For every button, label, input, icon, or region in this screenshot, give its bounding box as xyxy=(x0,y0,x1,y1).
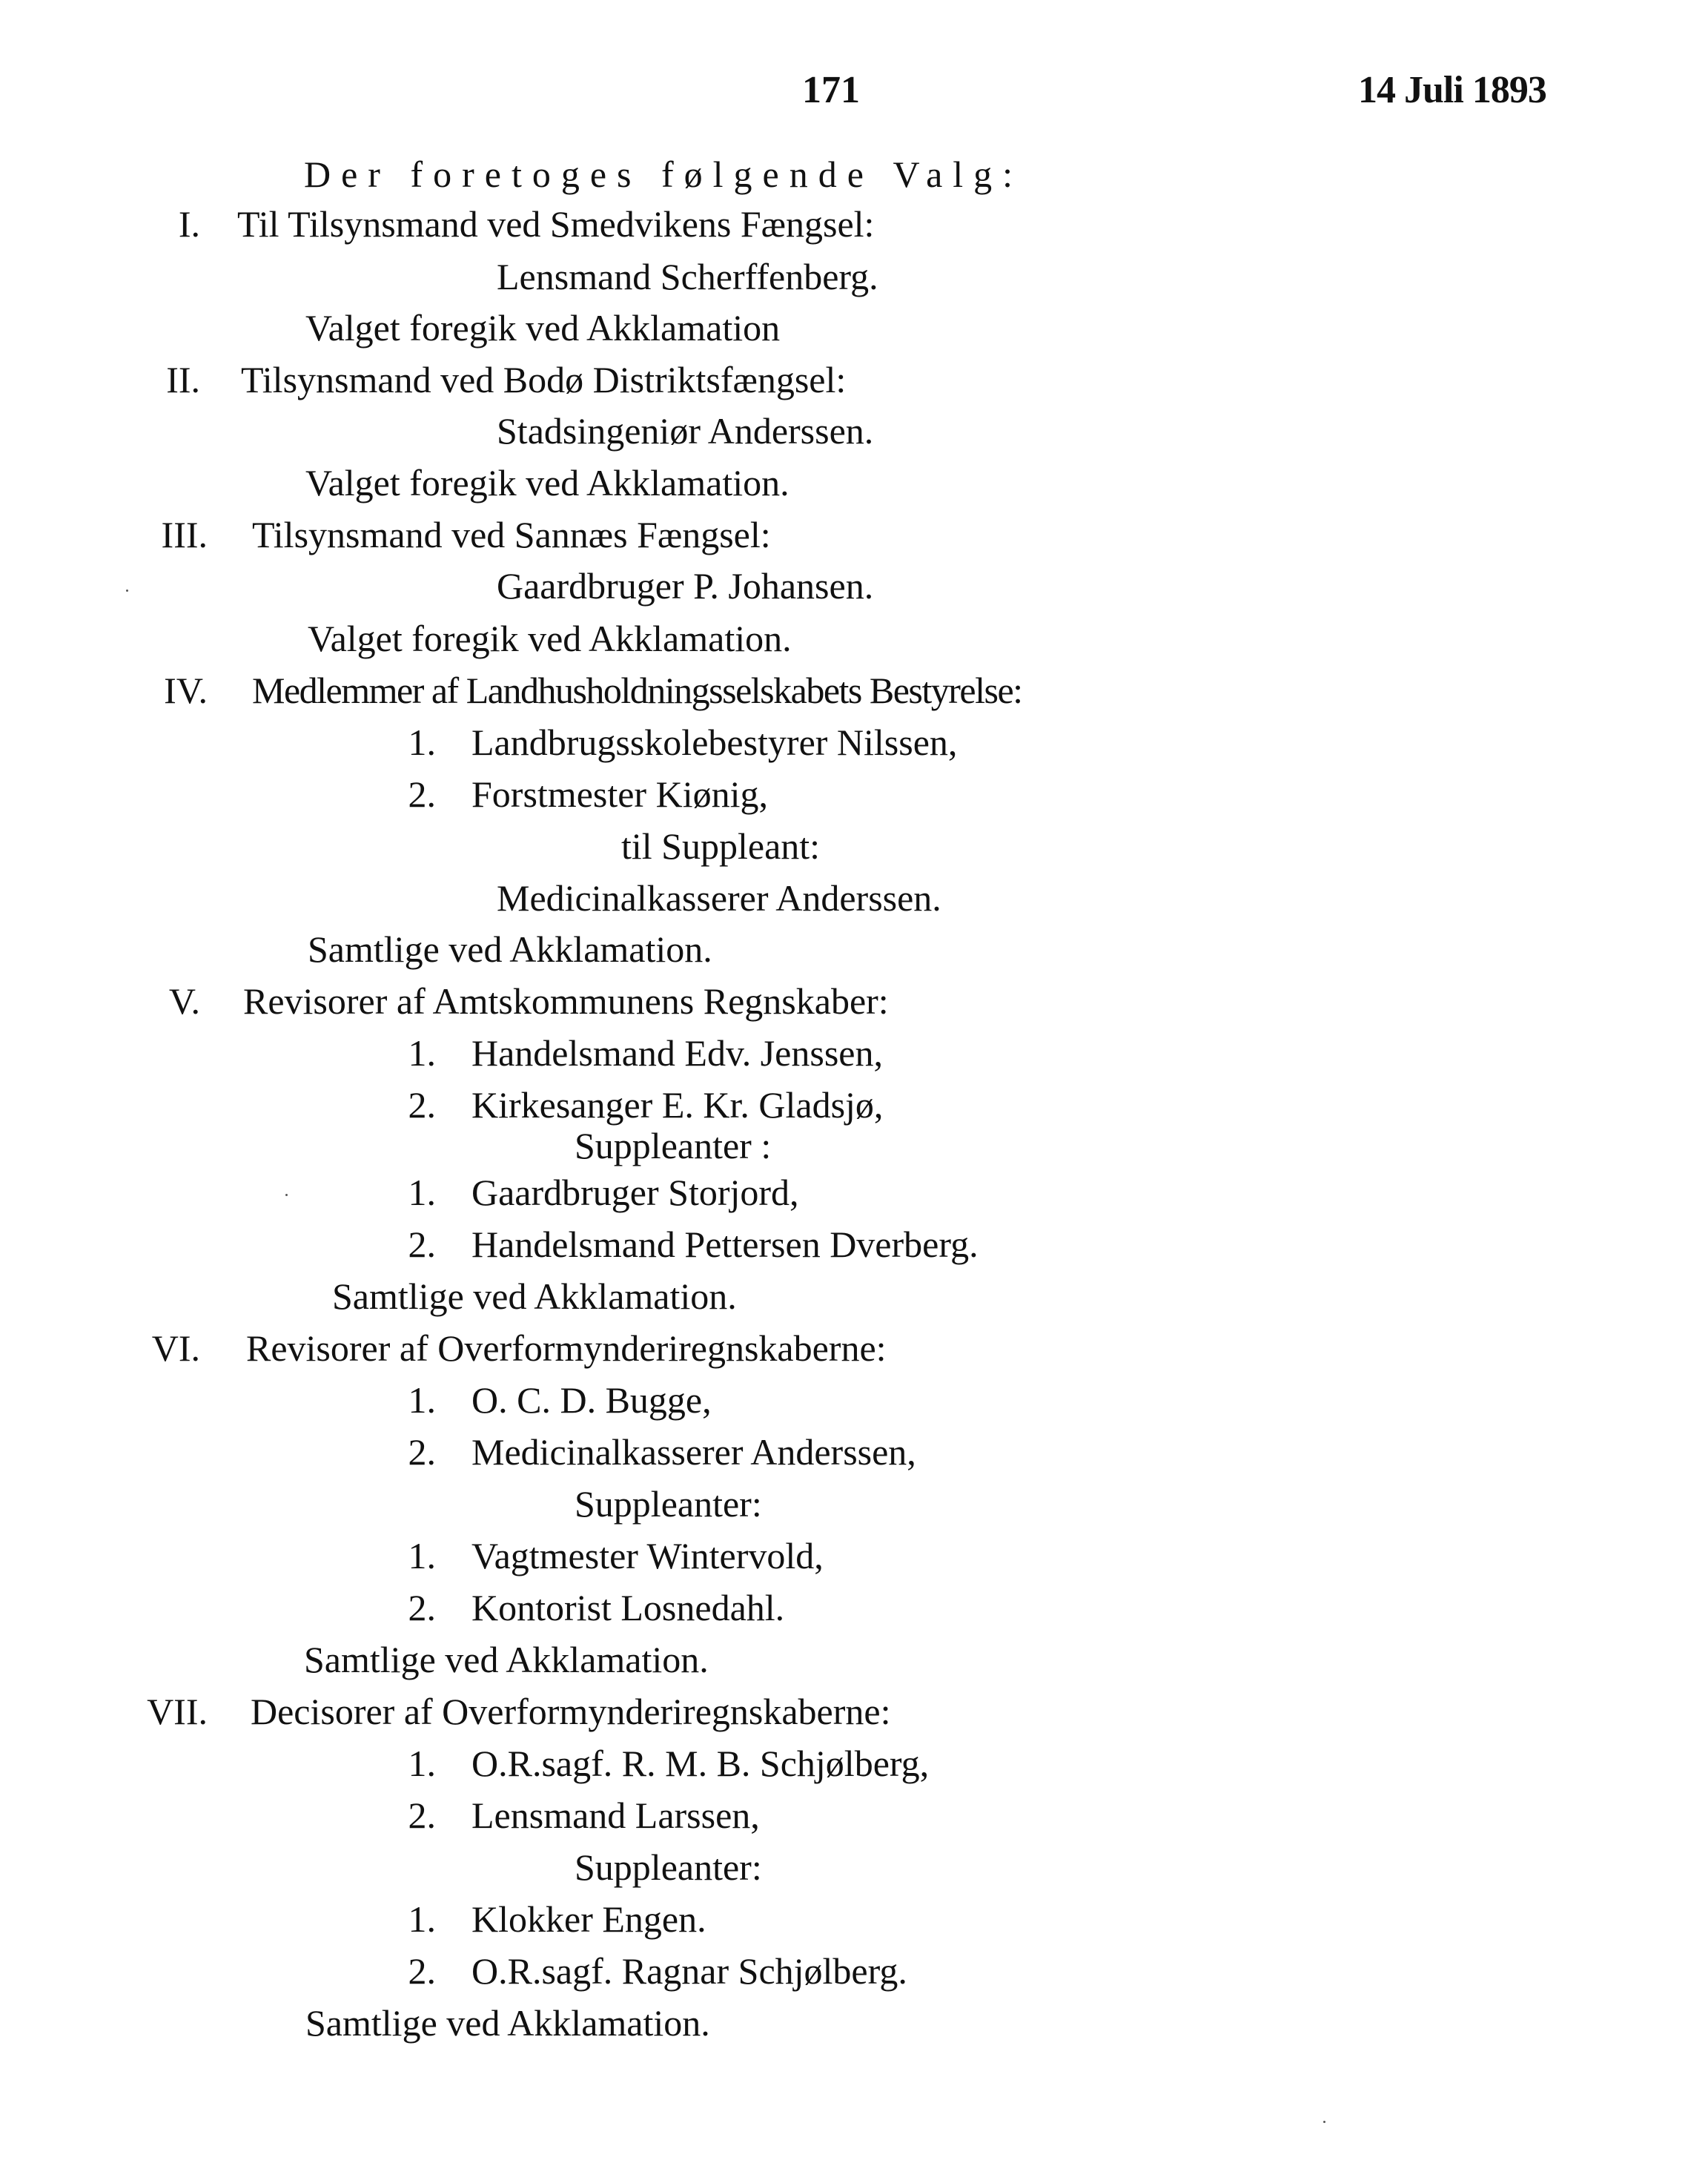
election-result: Valget foregik ved Akklamation. xyxy=(305,462,790,503)
elected-name: Lensmand Scherffenberg. xyxy=(497,256,878,297)
member-name: O.R.sagf. R. M. B. Schjølberg, xyxy=(471,1743,930,1784)
section-heading: Tilsynsmand ved Sannæs Fængsel: xyxy=(252,514,771,555)
member-name: Medicinalkasserer Anderssen, xyxy=(471,1431,916,1473)
substitute-name: Kontorist Losnedahl. xyxy=(471,1587,785,1628)
substitute-name: Gaardbruger Storjord, xyxy=(471,1172,799,1213)
member-name: Lensmand Larssen, xyxy=(471,1794,760,1836)
election-result: Valget foregik ved Akklamation xyxy=(305,307,781,349)
section-heading: Revisorer af Overformynderiregnskaberne: xyxy=(246,1327,887,1369)
section-heading: Revisorer af Amtskommunens Regnskaber: xyxy=(243,980,889,1022)
substitute-name: Handelsmand Pettersen Dverberg. xyxy=(471,1224,979,1265)
substitute-number: 1. xyxy=(408,1898,436,1940)
section-heading: Medlemmer af Landhusholdningsselskabets Bestyrelse: xyxy=(252,670,1022,711)
section-numeral: III. xyxy=(161,514,208,555)
elected-name: Stadsingeniør Anderssen. xyxy=(497,410,874,452)
section-numeral: VII. xyxy=(147,1691,208,1732)
substitute-number: 2. xyxy=(408,1950,436,1992)
member-number: 1. xyxy=(408,1743,436,1784)
intro-line: Der foretoges følgende Valg: xyxy=(304,153,1024,195)
member-number: 1. xyxy=(408,722,436,763)
election-result: Samtlige ved Akklamation. xyxy=(304,1639,709,1680)
section-numeral: V. xyxy=(168,980,200,1022)
substitute-name: Vagtmester Wintervold, xyxy=(471,1535,824,1576)
substitute-heading: Suppleanter : xyxy=(575,1125,772,1166)
page-date: 14 Juli 1893 xyxy=(1358,69,1546,111)
member-number: 2. xyxy=(408,773,436,815)
elected-name: Gaardbruger P. Johansen. xyxy=(497,565,874,607)
scan-speck xyxy=(1323,2121,1325,2123)
section-heading: Tilsynsmand ved Bodø Distriktsfængsel: xyxy=(241,359,847,400)
substitute-heading: Suppleanter: xyxy=(575,1846,762,1888)
section-heading: Til Tilsynsmand ved Smedvikens Fængsel: xyxy=(237,203,875,245)
member-number: 1. xyxy=(408,1379,436,1421)
substitute-heading: Suppleanter: xyxy=(575,1483,762,1525)
section-heading: Decisorer af Overformynderiregnskaberne: xyxy=(251,1691,891,1732)
member-number: 2. xyxy=(408,1084,436,1126)
substitute-name: Klokker Engen. xyxy=(471,1898,706,1940)
page-number: 171 xyxy=(802,69,860,111)
election-result: Samtlige ved Akklamation. xyxy=(332,1275,737,1317)
election-result: Samtlige ved Akklamation. xyxy=(305,2002,710,2044)
substitute-heading: til Suppleant: xyxy=(621,825,821,867)
election-result: Valget foregik ved Akklamation. xyxy=(308,618,792,659)
scan-speck xyxy=(126,590,128,592)
member-number: 1. xyxy=(408,1032,436,1074)
section-numeral: VI. xyxy=(151,1327,200,1369)
substitute-name: Medicinalkasserer Anderssen. xyxy=(497,877,941,919)
substitute-number: 1. xyxy=(408,1535,436,1576)
member-number: 2. xyxy=(408,1794,436,1836)
substitute-number: 2. xyxy=(408,1587,436,1628)
section-numeral: IV. xyxy=(164,670,208,711)
member-name: Handelsmand Edv. Jenssen, xyxy=(471,1032,883,1074)
member-name: O. C. D. Bugge, xyxy=(471,1379,712,1421)
election-result: Samtlige ved Akklamation. xyxy=(308,928,712,970)
member-name: Landbrugsskolebestyrer Nilssen, xyxy=(471,722,958,763)
member-name: Forstmester Kiønig, xyxy=(471,773,768,815)
section-numeral: II. xyxy=(166,359,200,400)
member-number: 2. xyxy=(408,1431,436,1473)
substitute-number: 1. xyxy=(408,1172,436,1213)
substitute-number: 2. xyxy=(408,1224,436,1265)
section-numeral: I. xyxy=(178,203,200,245)
substitute-name: O.R.sagf. Ragnar Schjølberg. xyxy=(471,1950,907,1992)
scan-speck xyxy=(285,1194,288,1196)
member-name: Kirkesanger E. Kr. Gladsjø, xyxy=(471,1084,884,1126)
